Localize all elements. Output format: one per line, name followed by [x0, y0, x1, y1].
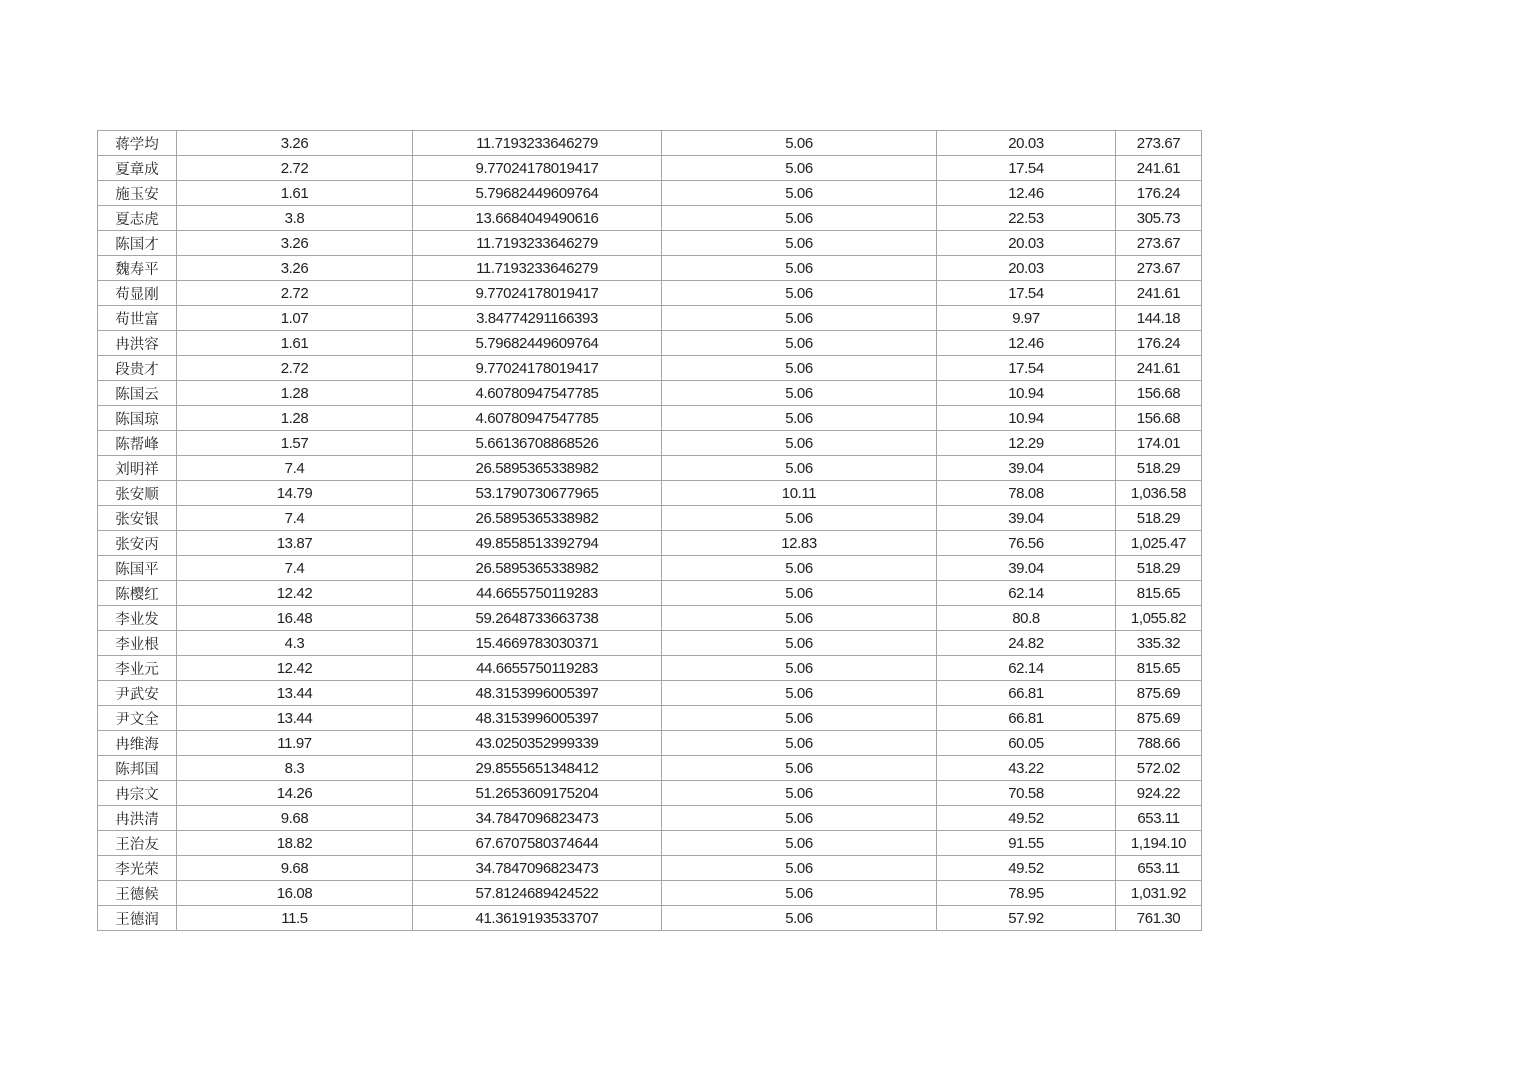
total-cell: 518.29: [1116, 556, 1202, 581]
table-row: [98, 406, 1202, 431]
name-cell: 王德润: [98, 906, 177, 931]
value-cell-1: 9.68: [177, 806, 413, 831]
value-cell-1: 13.87: [177, 531, 413, 556]
total-cell: 815.65: [1116, 581, 1202, 606]
total-cell: 241.61: [1116, 156, 1202, 181]
value-cell-3: 5.06: [662, 806, 937, 831]
value-cell-3: 5.06: [662, 781, 937, 806]
value-cell-4: 39.04: [937, 556, 1116, 581]
value-cell-4: 78.08: [937, 481, 1116, 506]
total-cell: 572.02: [1116, 756, 1202, 781]
value-cell-3: 5.06: [662, 306, 937, 331]
value-cell-2: 11.7193233646279: [413, 256, 662, 281]
value-cell-1: 16.48: [177, 606, 413, 631]
value-cell-1: 3.26: [177, 231, 413, 256]
value-cell-1: 7.4: [177, 456, 413, 481]
total-cell: 815.65: [1116, 656, 1202, 681]
value-cell-1: 1.61: [177, 181, 413, 206]
value-cell-4: 20.03: [937, 231, 1116, 256]
value-cell-3: 5.06: [662, 356, 937, 381]
name-cell: 段贵才: [98, 356, 177, 381]
value-cell-2: 29.8555651348412: [413, 756, 662, 781]
total-cell: 241.61: [1116, 281, 1202, 306]
value-cell-1: 1.57: [177, 431, 413, 456]
value-cell-1: 14.79: [177, 481, 413, 506]
table-row: [98, 431, 1202, 456]
value-cell-2: 9.77024178019417: [413, 156, 662, 181]
value-cell-1: 2.72: [177, 356, 413, 381]
table-row: [98, 456, 1202, 481]
value-cell-4: 91.55: [937, 831, 1116, 856]
table-row: [98, 206, 1202, 231]
value-cell-4: 78.95: [937, 881, 1116, 906]
value-cell-3: 5.06: [662, 231, 937, 256]
value-cell-4: 12.46: [937, 181, 1116, 206]
total-cell: 761.30: [1116, 906, 1202, 931]
name-cell: 施玉安: [98, 181, 177, 206]
value-cell-2: 13.6684049490616: [413, 206, 662, 231]
value-cell-3: 5.06: [662, 706, 937, 731]
value-cell-2: 67.6707580374644: [413, 831, 662, 856]
value-cell-3: 10.11: [662, 481, 937, 506]
name-cell: 李业发: [98, 606, 177, 631]
name-cell: 陈国才: [98, 231, 177, 256]
total-cell: 653.11: [1116, 806, 1202, 831]
value-cell-1: 11.5: [177, 906, 413, 931]
table-row: [98, 181, 1202, 206]
value-cell-1: 1.07: [177, 306, 413, 331]
name-cell: 李光荣: [98, 856, 177, 881]
table-row: [98, 381, 1202, 406]
value-cell-1: 13.44: [177, 681, 413, 706]
total-cell: 1,031.92: [1116, 881, 1202, 906]
table-row: [98, 256, 1202, 281]
value-cell-2: 15.4669783030371: [413, 631, 662, 656]
value-cell-2: 57.8124689424522: [413, 881, 662, 906]
value-cell-4: 76.56: [937, 531, 1116, 556]
value-cell-3: 5.06: [662, 881, 937, 906]
value-cell-2: 43.0250352999339: [413, 731, 662, 756]
name-cell: 冉宗文: [98, 781, 177, 806]
value-cell-1: 1.61: [177, 331, 413, 356]
value-cell-4: 80.8: [937, 606, 1116, 631]
name-cell: 李业元: [98, 656, 177, 681]
table-row: [98, 681, 1202, 706]
value-cell-1: 3.26: [177, 131, 413, 156]
value-cell-2: 53.1790730677965: [413, 481, 662, 506]
table-row: [98, 856, 1202, 881]
table-row: [98, 331, 1202, 356]
data-table: [97, 130, 1202, 931]
table-row: [98, 581, 1202, 606]
table-row: [98, 306, 1202, 331]
value-cell-4: 22.53: [937, 206, 1116, 231]
value-cell-2: 9.77024178019417: [413, 356, 662, 381]
total-cell: 875.69: [1116, 681, 1202, 706]
value-cell-2: 4.60780947547785: [413, 381, 662, 406]
total-cell: 1,055.82: [1116, 606, 1202, 631]
total-cell: 653.11: [1116, 856, 1202, 881]
value-cell-2: 5.79682449609764: [413, 331, 662, 356]
value-cell-2: 4.60780947547785: [413, 406, 662, 431]
value-cell-4: 20.03: [937, 131, 1116, 156]
value-cell-3: 5.06: [662, 156, 937, 181]
value-cell-4: 9.97: [937, 306, 1116, 331]
value-cell-4: 39.04: [937, 506, 1116, 531]
value-cell-2: 11.7193233646279: [413, 131, 662, 156]
total-cell: 156.68: [1116, 381, 1202, 406]
value-cell-3: 5.06: [662, 281, 937, 306]
table-row: [98, 281, 1202, 306]
total-cell: 156.68: [1116, 406, 1202, 431]
table-row: [98, 231, 1202, 256]
name-cell: 苟世富: [98, 306, 177, 331]
value-cell-1: 1.28: [177, 381, 413, 406]
value-cell-4: 66.81: [937, 681, 1116, 706]
value-cell-4: 49.52: [937, 856, 1116, 881]
value-cell-4: 62.14: [937, 656, 1116, 681]
value-cell-2: 51.2653609175204: [413, 781, 662, 806]
value-cell-4: 10.94: [937, 381, 1116, 406]
value-cell-3: 5.06: [662, 681, 937, 706]
value-cell-3: 5.06: [662, 431, 937, 456]
value-cell-3: 5.06: [662, 756, 937, 781]
table-row: [98, 656, 1202, 681]
value-cell-4: 12.29: [937, 431, 1116, 456]
value-cell-1: 3.26: [177, 256, 413, 281]
name-cell: 尹武安: [98, 681, 177, 706]
value-cell-2: 34.7847096823473: [413, 806, 662, 831]
name-cell: 尹文全: [98, 706, 177, 731]
value-cell-4: 49.52: [937, 806, 1116, 831]
name-cell: 陈国琼: [98, 406, 177, 431]
name-cell: 冉洪清: [98, 806, 177, 831]
value-cell-4: 57.92: [937, 906, 1116, 931]
name-cell: 李业根: [98, 631, 177, 656]
table-row: [98, 481, 1202, 506]
value-cell-4: 12.46: [937, 331, 1116, 356]
value-cell-2: 44.6655750119283: [413, 581, 662, 606]
value-cell-3: 5.06: [662, 381, 937, 406]
total-cell: 273.67: [1116, 231, 1202, 256]
value-cell-3: 5.06: [662, 556, 937, 581]
table-row: [98, 781, 1202, 806]
name-cell: 王治友: [98, 831, 177, 856]
table-row: [98, 156, 1202, 181]
name-cell: 张安银: [98, 506, 177, 531]
value-cell-1: 1.28: [177, 406, 413, 431]
value-cell-2: 26.5895365338982: [413, 556, 662, 581]
table-row: [98, 806, 1202, 831]
total-cell: 144.18: [1116, 306, 1202, 331]
value-cell-1: 12.42: [177, 656, 413, 681]
value-cell-1: 8.3: [177, 756, 413, 781]
value-cell-4: 66.81: [937, 706, 1116, 731]
total-cell: 518.29: [1116, 506, 1202, 531]
total-cell: 273.67: [1116, 131, 1202, 156]
table-row: [98, 731, 1202, 756]
value-cell-2: 11.7193233646279: [413, 231, 662, 256]
name-cell: 苟显刚: [98, 281, 177, 306]
value-cell-2: 48.3153996005397: [413, 706, 662, 731]
value-cell-2: 59.2648733663738: [413, 606, 662, 631]
total-cell: 241.61: [1116, 356, 1202, 381]
value-cell-1: 4.3: [177, 631, 413, 656]
value-cell-2: 9.77024178019417: [413, 281, 662, 306]
value-cell-3: 5.06: [662, 256, 937, 281]
value-cell-4: 60.05: [937, 731, 1116, 756]
total-cell: 176.24: [1116, 181, 1202, 206]
value-cell-1: 11.97: [177, 731, 413, 756]
value-cell-1: 13.44: [177, 706, 413, 731]
name-cell: 魏寿平: [98, 256, 177, 281]
value-cell-1: 2.72: [177, 281, 413, 306]
value-cell-4: 70.58: [937, 781, 1116, 806]
name-cell: 冉维海: [98, 731, 177, 756]
total-cell: 335.32: [1116, 631, 1202, 656]
value-cell-3: 5.06: [662, 456, 937, 481]
value-cell-2: 41.3619193533707: [413, 906, 662, 931]
table-row: [98, 706, 1202, 731]
value-cell-2: 34.7847096823473: [413, 856, 662, 881]
name-cell: 陈国平: [98, 556, 177, 581]
value-cell-3: 5.06: [662, 331, 937, 356]
table-row: [98, 606, 1202, 631]
name-cell: 陈帮峰: [98, 431, 177, 456]
value-cell-1: 14.26: [177, 781, 413, 806]
value-cell-2: 5.79682449609764: [413, 181, 662, 206]
value-cell-3: 5.06: [662, 631, 937, 656]
value-cell-1: 12.42: [177, 581, 413, 606]
value-cell-3: 5.06: [662, 581, 937, 606]
name-cell: 王德候: [98, 881, 177, 906]
total-cell: 518.29: [1116, 456, 1202, 481]
table-body: [98, 131, 1202, 931]
table-row: [98, 531, 1202, 556]
value-cell-1: 16.08: [177, 881, 413, 906]
total-cell: 174.01: [1116, 431, 1202, 456]
total-cell: 176.24: [1116, 331, 1202, 356]
name-cell: 冉洪容: [98, 331, 177, 356]
value-cell-1: 3.8: [177, 206, 413, 231]
table-row: [98, 356, 1202, 381]
value-cell-4: 10.94: [937, 406, 1116, 431]
value-cell-3: 5.06: [662, 131, 937, 156]
value-cell-1: 9.68: [177, 856, 413, 881]
value-cell-2: 3.84774291166393: [413, 306, 662, 331]
value-cell-2: 49.8558513392794: [413, 531, 662, 556]
name-cell: 张安丙: [98, 531, 177, 556]
value-cell-1: 7.4: [177, 506, 413, 531]
value-cell-3: 5.06: [662, 906, 937, 931]
value-cell-3: 5.06: [662, 856, 937, 881]
name-cell: 张安顺: [98, 481, 177, 506]
table-row: [98, 881, 1202, 906]
value-cell-1: 7.4: [177, 556, 413, 581]
value-cell-4: 17.54: [937, 281, 1116, 306]
table-row: [98, 131, 1202, 156]
total-cell: 1,036.58: [1116, 481, 1202, 506]
name-cell: 陈邦国: [98, 756, 177, 781]
total-cell: 788.66: [1116, 731, 1202, 756]
value-cell-4: 43.22: [937, 756, 1116, 781]
value-cell-4: 17.54: [937, 156, 1116, 181]
value-cell-2: 26.5895365338982: [413, 506, 662, 531]
value-cell-3: 5.06: [662, 406, 937, 431]
value-cell-3: 5.06: [662, 181, 937, 206]
name-cell: 陈国云: [98, 381, 177, 406]
table-row: [98, 756, 1202, 781]
value-cell-3: 5.06: [662, 831, 937, 856]
total-cell: 924.22: [1116, 781, 1202, 806]
total-cell: 305.73: [1116, 206, 1202, 231]
table-row: [98, 631, 1202, 656]
value-cell-3: 5.06: [662, 606, 937, 631]
value-cell-4: 62.14: [937, 581, 1116, 606]
total-cell: 875.69: [1116, 706, 1202, 731]
name-cell: 夏志虎: [98, 206, 177, 231]
value-cell-4: 39.04: [937, 456, 1116, 481]
value-cell-3: 5.06: [662, 206, 937, 231]
value-cell-4: 20.03: [937, 256, 1116, 281]
value-cell-2: 5.66136708868526: [413, 431, 662, 456]
table-row: [98, 906, 1202, 931]
value-cell-2: 44.6655750119283: [413, 656, 662, 681]
total-cell: 1,194.10: [1116, 831, 1202, 856]
name-cell: 刘明祥: [98, 456, 177, 481]
table-row: [98, 506, 1202, 531]
name-cell: 夏章成: [98, 156, 177, 181]
value-cell-3: 5.06: [662, 506, 937, 531]
value-cell-3: 12.83: [662, 531, 937, 556]
value-cell-4: 17.54: [937, 356, 1116, 381]
value-cell-2: 26.5895365338982: [413, 456, 662, 481]
value-cell-1: 2.72: [177, 156, 413, 181]
value-cell-1: 18.82: [177, 831, 413, 856]
total-cell: 273.67: [1116, 256, 1202, 281]
value-cell-3: 5.06: [662, 731, 937, 756]
total-cell: 1,025.47: [1116, 531, 1202, 556]
value-cell-3: 5.06: [662, 656, 937, 681]
value-cell-2: 48.3153996005397: [413, 681, 662, 706]
value-cell-4: 24.82: [937, 631, 1116, 656]
name-cell: 陈樱红: [98, 581, 177, 606]
name-cell: 蒋学均: [98, 131, 177, 156]
table-row: [98, 831, 1202, 856]
table-row: [98, 556, 1202, 581]
